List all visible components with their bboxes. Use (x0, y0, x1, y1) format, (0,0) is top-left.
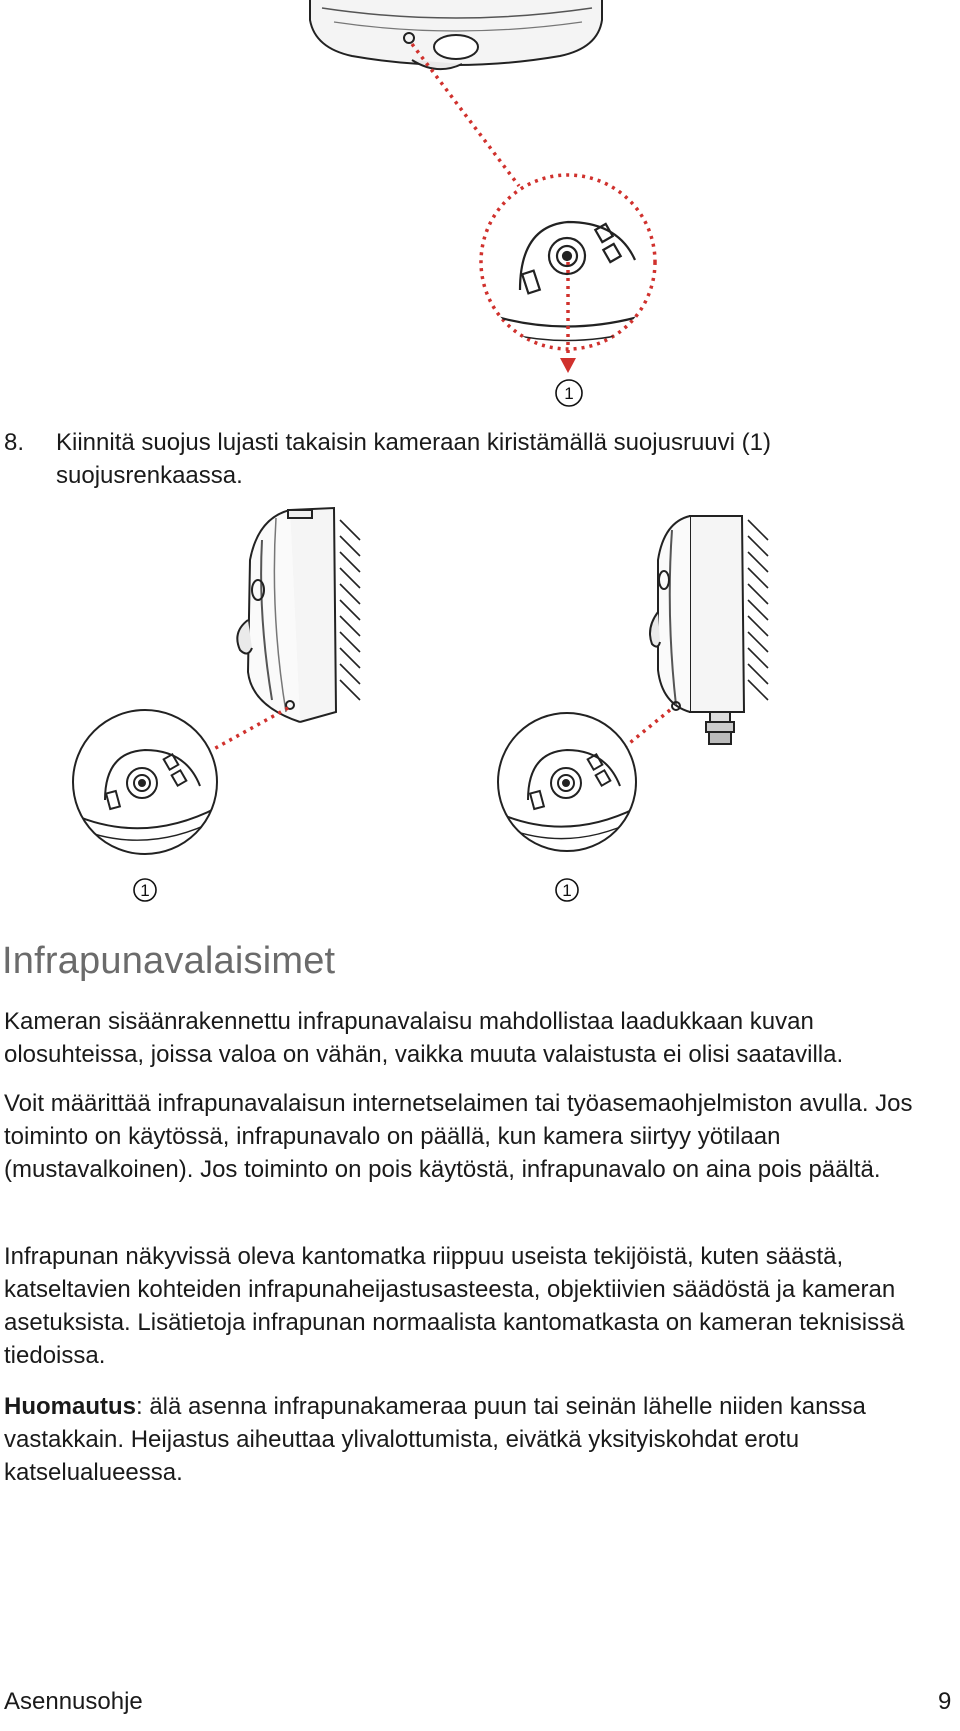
callout-arrow-head (560, 358, 576, 373)
note-paragraph (4, 1390, 934, 1489)
footer-document-title: Asennusohje (4, 1688, 143, 1715)
wall-hatching-right (748, 520, 768, 700)
paragraph-settings: Voit määrittää infrapunavalaisun internetselaimen tai työasemaohjelmiston avulla. Jos toiminto on käytössä, infrapunavalo on päällä, kun kamera siirtyy yötilaan (mustavalkoinen). Jos toiminto on pois käytöstä, infrapunavalo on aina pois päältä. (4, 1090, 913, 1183)
note-label: Huomautus (4, 1393, 136, 1420)
section-title: Infrapunavalaisimet (2, 940, 336, 982)
zoom-detail-circle-left (72, 710, 220, 854)
paragraph-range: Infrapunan näkyvissä oleva kantomatka riippuu useista tekijöistä, kuten säästä, katseltavien kohteiden infrapunaheijastusasteesta, objektiivien säädöstä ja kameran asetuksista. Lisätietoja infrapunan normaalista kantomatkasta on kameran teknisissä tiedoissa. (4, 1243, 905, 1369)
step-number: 8. (4, 429, 25, 456)
svg-text:1: 1 (562, 881, 572, 900)
paragraph-intro: Kameran sisäänrakennettu infrapunavalaisu mahdollistaa laadukkaan kuvan olosuhteissa, joissa valoa on vähän, vaikka muuta valaistusta ei olisi saatavilla. (4, 1008, 844, 1068)
step-text: Kiinnitä suojus lujasti takaisin kameraan kiristämällä suojusruuvi (1) suojusrenkaassa. (56, 429, 771, 489)
wall-camera-drawing-left (237, 508, 336, 722)
callout-marker-left (134, 879, 156, 901)
wall-camera-drawing-right (650, 516, 744, 744)
note-text: : älä asenna infrapunakameraa puun tai seinän lähelle niiden kanssa vastakkain. Heijastus aiheuttaa ylivalottumista, eivätkä yksityiskohdat erotu katselualueessa. (4, 1393, 866, 1486)
svg-text:1: 1 (140, 881, 150, 900)
ceiling-camera-drawing (310, 0, 602, 69)
footer-page-number: 9 (938, 1688, 952, 1715)
callout-marker-right (556, 879, 578, 901)
zoom-detail-circle-right (496, 713, 640, 851)
installation-step (4, 426, 884, 492)
wall-hatching-left (340, 520, 360, 700)
callout-leader-line-left (212, 708, 288, 750)
svg-text:1: 1 (564, 384, 574, 403)
callout-marker-top (556, 380, 582, 406)
zoom-detail-circle-top (470, 175, 672, 354)
callout-leader-line-right (626, 710, 670, 746)
